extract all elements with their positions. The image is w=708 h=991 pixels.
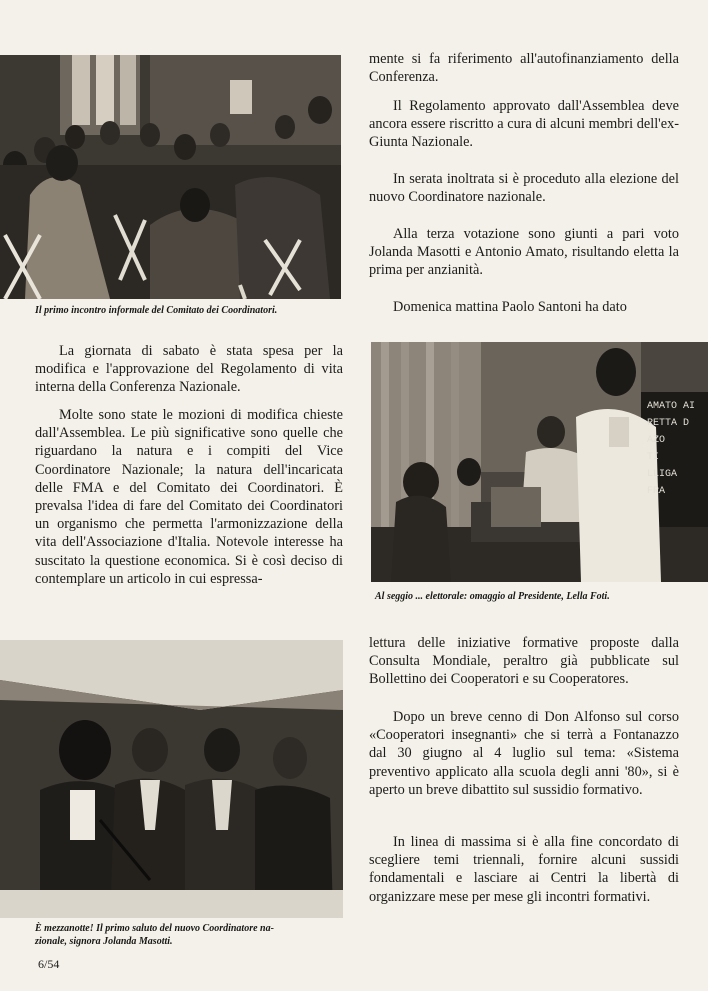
election-photo: [371, 342, 708, 582]
article-paragraph: mente si fa riferimento all'autofinanziamento della Conferenza.: [369, 51, 679, 86]
article-paragraph: Alla terza votazione sono giunti a pari voto Jolanda Masotti e Antonio Amato, risultando eletta la prima per anzianità.: [369, 226, 679, 279]
new-coordinator-photo: [0, 640, 343, 918]
meeting-photo: [0, 55, 341, 299]
article-paragraph: Dopo un breve cenno di Don Alfonso sul corso «Cooperatori insegnanti» che si terrà a Fontanazzo dal 30 giugno al 4 luglio sul tema: «Sistema preventivo applicato alla scuola degli anni '80», si è aperto un breve dibattito sul sussidio formativo.: [369, 709, 679, 798]
page-number: 6/54: [38, 957, 60, 971]
board-line: AZO: [647, 435, 666, 446]
photo-caption: [35, 923, 347, 948]
board-line: FRA: [647, 486, 666, 497]
board-line: AMATO AI: [647, 401, 696, 412]
article-paragraph: La giornata di sabato è stata spesa per la modifica e l'approvazione del Regolamento di vita interna della Conferenza Nazionale.: [35, 343, 343, 396]
caption-line: È mezzanotte! Il primo saluto del nuovo Coordinatore na-: [35, 923, 274, 934]
article-paragraph: In serata inoltrata si è proceduto alla elezione del nuovo Coordinatore nazionale.: [369, 171, 679, 206]
blackboard-text: [647, 398, 708, 500]
article-paragraph: Domenica mattina Paolo Santoni ha dato: [393, 299, 627, 315]
photo-caption: Il primo incontro informale del Comitato dei Coordinatori.: [35, 305, 278, 316]
article-paragraph: lettura delle iniziative formative proposte dalla Consulta Mondiale, peraltro già pubblicate sul Bollettino dei Cooperatori e su Cooperatores.: [369, 635, 679, 688]
caption-line: zionale, signora Jolanda Masotti.: [35, 935, 173, 947]
article-paragraph: Molte sono state le mozioni di modifica chieste dall'Assemblea. Le più significative sono quelle che riguardano la natura e i compiti del Vice Coordinatore Nazionale; la natura dell'incaricata delle FMA e del Comitato dei Coordinatori. È prevalsa l'idea di fare del Comitato dei Coordinatori un organismo che permetta l'armonizzazione della vita dell'Associazione d'Italia. Notevole interesse ha suscitato la questione economica. Si è così deciso di contemplare un articolo in cui espressa-: [35, 407, 343, 587]
board-line: TI: [647, 452, 660, 463]
photo-caption: Al seggio ... elettorale: omaggio al Presidente, Lella Foti.: [375, 591, 610, 602]
board-line: LLIGA: [647, 469, 678, 480]
board-line: RETTA D: [647, 418, 690, 429]
article-paragraph: In linea di massima si è alla fine concordato di scegliere temi triennali, fornire alcuni sussidi fondamentali e lasciare ai Centri la libertà di organizzare mese per mese gli incontri formativi.: [369, 834, 679, 905]
article-paragraph: Il Regolamento approvato dall'Assemblea deve ancora essere riscritto a cura di alcuni membri dell'ex-Giunta Nazionale.: [369, 98, 679, 151]
